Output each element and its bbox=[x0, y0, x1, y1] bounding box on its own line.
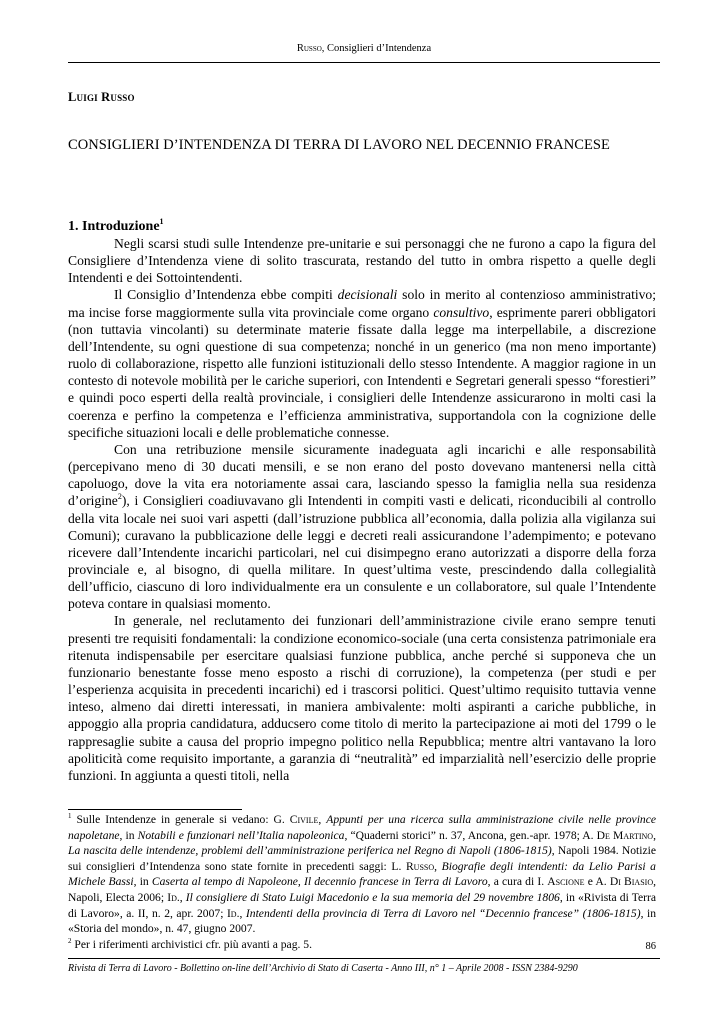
author-name: Luigi Russo bbox=[68, 90, 135, 104]
paragraph-3-text-b: ), i Consiglieri coadiuvavano gli Intendenti in compiti vasti e delicati, riconducibili al controllo della vita locale nei suoi vari aspetti (dall’istruzione pubblica all’economia, dalla polizia alla vigilanza sui Comuni); curavano la pubblicazione delle leggi e decreti reali assicurandone l’adempimento; e potevano ricevere dall’Intendente incarichi particolari, nel cui disimpegno erano autorizzati a disporre della forza provinciale e, al bisogno, di quella militare. In quest’ultima veste, prescindendo dalla collegialità dell’ufficio, ciascuno di loro individualmente era un consulente e un collaboratore, sul quale l’Intendente poteva contare in qualsiasi momento. bbox=[68, 493, 656, 612]
footnotes bbox=[68, 812, 656, 952]
fn1-text: , in bbox=[133, 875, 152, 889]
paragraph-3-text-a: Con una retribuzione mensile sicuramente inadeguata agli incarichi e alle responsabilità (percepivano meno di 30 ducati mensili, e se non erano del posto dovevano mantenersi nella città capoluogo, dove la vita era notoriamente assai cara, lasciando spesso la famiglia nella sua residenza d’origine bbox=[68, 441, 656, 509]
paper-title: CONSIGLIERI D’INTENDENZA DI TERRA DI LAVORO NEL DECENNIO FRANCESE bbox=[68, 137, 610, 153]
running-head-author: Russo bbox=[296, 43, 322, 54]
fn1-author: De Martino bbox=[596, 828, 654, 842]
fn1-author: Russo bbox=[405, 859, 435, 873]
paragraph-2-emphasis-2: consultivo bbox=[433, 304, 490, 320]
paragraph-2 bbox=[68, 286, 656, 440]
body-text bbox=[68, 235, 656, 784]
fn1-text: , bbox=[179, 890, 186, 904]
footnote-1 bbox=[68, 812, 656, 937]
fn1-work-title: Caserta al tempo di Napoleone, Il decennio francese in Terra di Lavoro bbox=[151, 875, 488, 889]
fn1-text: Sulle Intendenze in generale si vedano: G. bbox=[71, 813, 290, 826]
fn1-text: , “Quaderni storici” n. 37, Ancona, gen.-apr. 1978; A. bbox=[344, 828, 597, 842]
footnote-2-number: 2 bbox=[68, 936, 72, 945]
footnote-separator bbox=[68, 809, 242, 810]
paragraph-1: Negli scarsi studi sulle Intendenze pre-unitarie e sui personaggi che ne furono a capo la figura del Consigliere d’Intendenza viene di solito trascurata, restando del tutto in ombra rispetto a quelle degli Intendenti e dei Sottointendenti. bbox=[68, 236, 656, 286]
fn2-text: Per i riferimenti archivistici cfr. più avanti a pag. 5. bbox=[71, 937, 312, 951]
footnote-ref-1[interactable]: 1 bbox=[159, 217, 164, 226]
fn1-work-title: Notabili e funzionari nell’Italia napoleonica bbox=[137, 828, 345, 842]
fn1-author: Di Biasio bbox=[609, 875, 654, 889]
header-rule bbox=[68, 62, 660, 63]
paragraph-2-text-a: Il Consiglio d’Intendenza ebbe compiti bbox=[114, 287, 338, 303]
section-label: 1. Introduzione bbox=[68, 219, 160, 234]
section-heading bbox=[68, 219, 164, 235]
paragraph-2-text-c: , esprimente pareri obbligatori (non tuttavia vincolanti) su determinate materie fissate dalla legge ma interpellabile, a discrezione dell’Intendente, su ogni questione di sua competenza; nonché in un generico (ma non meno importante) ruolo di collaborazione, rispetto alle funzioni istituzionali dello stesso Intendente. A maggior ragione in un contesto di notevole mobilità per le cariche superiori, con Intendenti e Segretari generali spesso “forestieri” e quindi poco esperti della realtà provinciale, i consiglieri delle Intendenze assicurarono in molti casi la coerenza e perfino la competenza e l’efficienza amministrativa, supportandola con la cognizione delle specifiche situazioni locali e delle problematiche connesse. bbox=[68, 304, 656, 440]
fn1-work-title: Il consigliere di Stato Luigi Macedonio e la sua memoria del 29 novembre 1806 bbox=[185, 890, 560, 904]
paragraph-2-text-b: solo in merito al contenzioso amministrativo; ma incise forse maggiormente sulla vita provinciale come organo bbox=[68, 287, 657, 320]
footnote-2 bbox=[68, 937, 656, 953]
fn1-text: , bbox=[434, 859, 442, 873]
fn1-work-title: Intendenti della provincia di Terra di Lavoro nel “Decennio francese” (1806-1815) bbox=[245, 906, 641, 920]
fn1-work-title: Appunti per una ricerca sulla amministrazione civile nelle province napoletane bbox=[68, 813, 657, 842]
fn1-text: , Napoli 1984. Notizie sui consiglieri d’Intendenza sono state fornite in precedenti saggi: L. bbox=[68, 844, 656, 873]
fn1-text: , Napoli, Electa 2006; bbox=[68, 875, 657, 904]
fn1-author: Id. bbox=[167, 890, 180, 904]
page-number: 86 bbox=[645, 941, 656, 952]
journal-footer: Rivista di Terra di Lavoro - Bollettino on-line dell’Archivio di Stato di Caserta - Anno III, n° 1 – Aprile 2008 - ISSN 2384-9290 bbox=[68, 963, 578, 974]
fn1-author: Id. bbox=[226, 906, 240, 920]
running-head-title: , Consiglieri d’Intendenza bbox=[321, 43, 432, 54]
fn1-text: , a cura di I. bbox=[487, 875, 548, 889]
fn1-work-title: Biografie degli intendenti: da Lelio Parisi a Michele Bassi bbox=[68, 859, 656, 889]
fn1-text: , in «Rivista di Terra di Lavoro», a. II, n. 2, apr. 2007; bbox=[68, 890, 656, 920]
paragraph-4: In generale, nel reclutamento dei funzionari dell’amministrazione civile erano sempre tenuti presenti tre requisiti fondamentali: la condizione economico-sociale (una certa consistenza patrimoniale era ritenuta indispensabile per esercitare qualsiasi funzione pubblica, anche perché si supponeva che un funzionario benestante fosse meno esposto a rischi di corruzione), la competenza (per studi e per l’esperienza acquisita in precedenti incarichi) ed i trascorsi politici. Quest’ultimo requisito tuttavia venne inteso, almeno dai diretti interessati, in maniera ambivalente: molti aspiranti a cariche pubbliche, in appoggio alla propria candidatura, adducsero come titolo di merito la partecipazione ai moti del 1799 o le rappresaglie subite a causa del proprio impegno politico nella Repubblica; mentre altri vantavano la loro apoliticità come requisito importante, a garanzia di “neutralità” ed imparzialità nell’esercizio delle proprie funzioni. In aggiunta a questi titoli, nella bbox=[68, 613, 656, 783]
paragraph-3 bbox=[68, 441, 656, 613]
fn1-author: Ascione bbox=[547, 875, 585, 889]
paragraph-2-emphasis-1: decisionali bbox=[337, 287, 398, 303]
fn1-text: e A. bbox=[584, 875, 610, 889]
fn1-text: , in «Storia del mondo», n. 47, giugno 2007. bbox=[68, 906, 657, 936]
fn1-author: Civile bbox=[289, 813, 319, 826]
footnote-1-number: 1 bbox=[68, 812, 72, 820]
fn1-text: , bbox=[239, 906, 246, 920]
fn1-text: , bbox=[653, 828, 656, 842]
fn1-text: , in bbox=[119, 828, 138, 842]
running-head bbox=[68, 42, 660, 56]
footer-rule bbox=[68, 958, 660, 959]
footnote-ref-2[interactable]: 2 bbox=[117, 492, 122, 502]
fn1-work-title: La nascita delle intendenze, problemi dell’amministrazione periferica nel Regno di Napoli (1806-1815) bbox=[68, 844, 552, 858]
fn1-text: , bbox=[318, 813, 327, 826]
